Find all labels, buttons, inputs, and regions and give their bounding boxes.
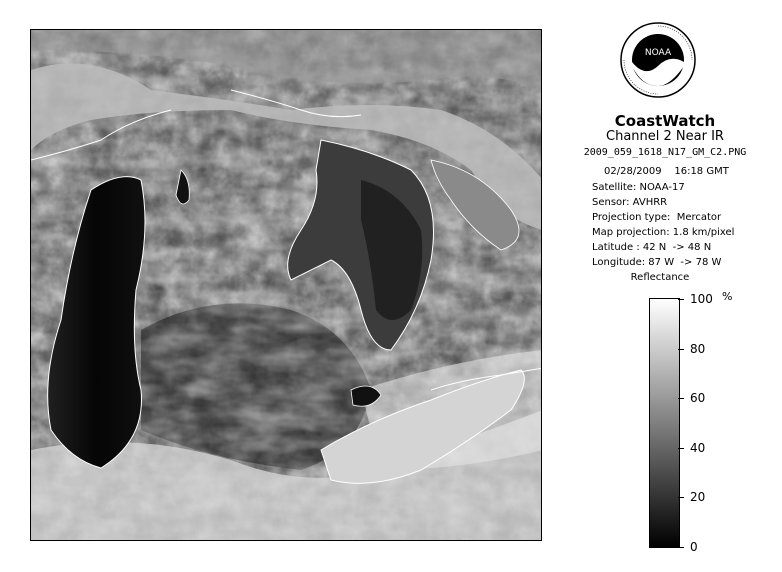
tick-label: 0 [690, 540, 698, 554]
noaa-logo [620, 22, 696, 98]
great-lakes-satellite-image [31, 30, 542, 541]
datetime-text: 02/28/2009 16:18 GMT [604, 166, 729, 177]
satellite-text: Satellite: NOAA-17 [592, 182, 685, 193]
tick-label: 100 [690, 292, 713, 306]
tick-mark [678, 299, 684, 300]
satellite-map [30, 29, 542, 541]
tick-mark [678, 349, 684, 350]
tick-label: 40 [690, 441, 706, 455]
tick-mark [678, 497, 684, 498]
tick-mark [678, 398, 684, 399]
channel-title: Channel 2 Near IR [606, 129, 724, 144]
tick-mark [678, 547, 684, 548]
tick-mark [678, 448, 684, 449]
tick-label: 80 [690, 342, 706, 356]
reflectance-colorbar [649, 298, 680, 548]
svg-text:NOAA: NOAA [644, 48, 672, 58]
file-name: 2009_059_1618_N17_GM_C2.PNG [583, 147, 747, 158]
map-projection-text: Map projection: 1.8 km/pixel [592, 227, 735, 238]
projection-type-text: Projection type: Mercator [592, 212, 722, 223]
brand-title: CoastWatch [614, 112, 716, 130]
legend-unit: % [722, 290, 733, 303]
longitude-text: Longitude: 87 W -> 78 W [592, 257, 722, 268]
latitude-text: Latitude : 42 N -> 48 N [592, 242, 712, 253]
tick-label: 60 [690, 391, 706, 405]
legend-title: Reflectance [630, 272, 690, 283]
sensor-text: Sensor: AVHRR [592, 197, 668, 208]
tick-label: 20 [690, 490, 706, 504]
